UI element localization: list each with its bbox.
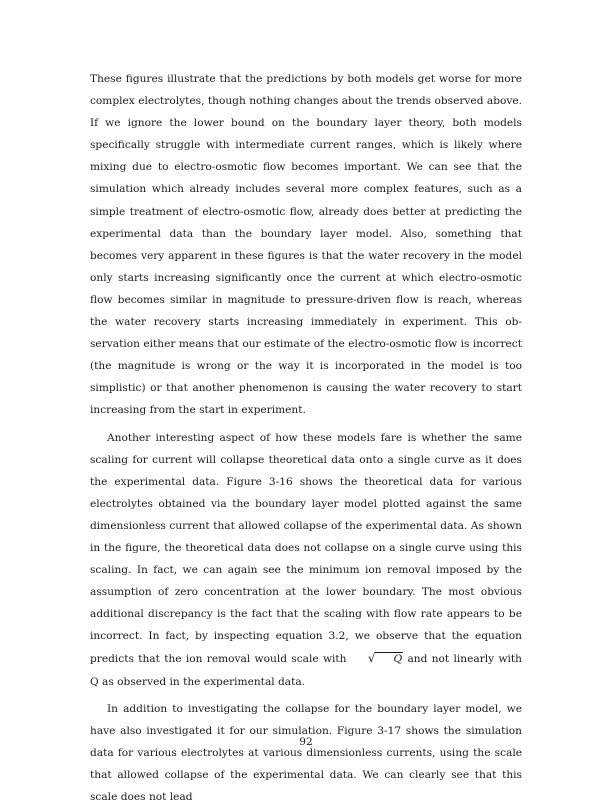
- body-text: [90, 68, 522, 808]
- sqrt-radicand: Q: [375, 652, 403, 665]
- page-number: 92: [299, 736, 313, 748]
- paragraph-2-text-before: Another interesting aspect of how these models fare is whether the same scaling for current will collapse theoretical data onto a single curve as it does the experimental data. Figure 3-16 shows the theoretical data for various electrolytes obtained via the boundary layer model plotted against the same dimensionless current that allowed collapse of the experimental data. As shown in the figure, the theoretical data does not collapse on a single curve using this scaling. In fact, we can again see the minimum ion removal imposed by the assumption of zero concentration at the lower boundary. The most obvious additional discrepancy is the fact that the scaling with flow rate appears to be incorrect. In fact, by inspecting equation 3.2, we observe that the equation predicts that the ion removal would scale with: [90, 431, 522, 666]
- paragraph-2-text-after: and not linearly with Q as observed in the experimental data.: [90, 653, 522, 688]
- paragraph-1: These figures illustrate that the predictions by both models get worse for more complex electrolytes, though nothing changes about the trends observed above. If we ignore the lower bound on the boundary layer theory, both models specifically struggle with intermediate current ranges, which is likely where mixing due to electro-osmotic flow becomes important. We can see that the simulation which already includes several more complex features, such as a simple treatment of electro-osmotic flow, already does better at predicting the experimental data than the boundary layer model. Also, something that becomes very apparent in these figures is that the water recovery in the model only starts increasing significantly once the current at which electro-osmotic flow becomes similar in magnitude to pressure-driven flow is reach, whereas the water recovery starts increasing immediately in experiment. This observation either means that our estimate of the electro-osmotic flow is incorrect (the magnitude is wrong or the way it is incorporated in the model is too simplistic) or that another phenomenon is causing the water recovery to start increasing from the start in experiment.: [90, 73, 522, 417]
- paragraph-2: [90, 427, 522, 693]
- sqrt-symbol: √: [367, 651, 376, 666]
- sqrt-q-expression: [351, 647, 403, 670]
- paragraph-3: In addition to investigating the collapse for the boundary layer model, we have also investigated it for our simulation. Figure 3-17 shows the simulation data for various electrolytes at various dimensionless currents, using the scale that allowed collapse of the experimental data. We can clearly see that this scale does not lead: [90, 702, 522, 803]
